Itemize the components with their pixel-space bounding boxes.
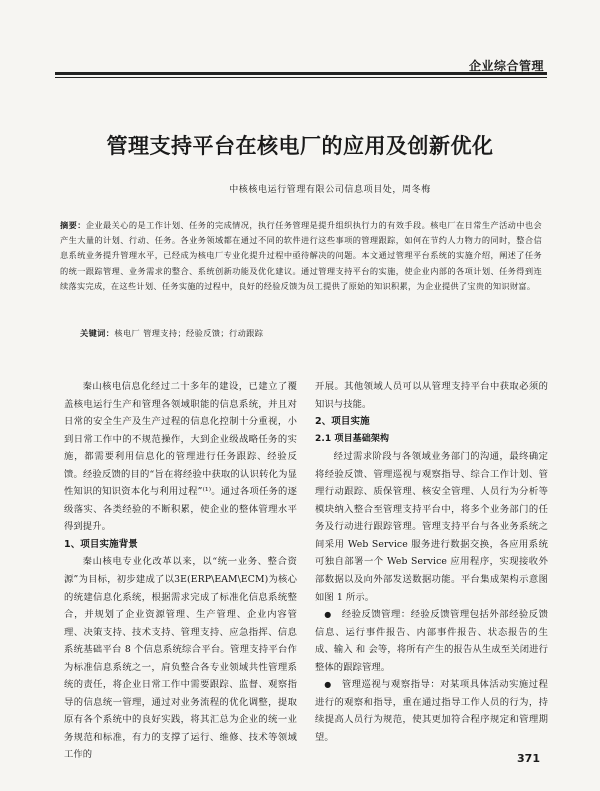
bullet-item <box>315 606 548 676</box>
bullet-text: 管理巡视与观察指导：对某项具体活动实施过程进行的观察和指导，重在通过指导工作人员的行为，持续提高人员行为规范，使其更加符合程序规定和管理期望。 <box>315 679 548 743</box>
page-number: 371 <box>517 752 540 765</box>
left-column <box>64 378 297 764</box>
section-heading: 1、项目实施背景 <box>64 538 138 550</box>
keywords-label: 关键词： <box>80 328 115 338</box>
abstract-label: 摘要： <box>60 220 86 230</box>
section-label: 企业综合管理 <box>468 59 544 73</box>
abstract-text: 企业最关心的是工作计划、任务的完成情况，执行任务管理是提升组织执行力的有效手段。核电厂在日常生产活动中也会产生大量的计划、行动、任务。各业务领域都在通过不同的软件进行这些事项的管理跟踪，如何在节约人力物力的同时，整合信息系统业务提升管理水平，已经成为核电厂专业化提升过程中亟待解决的问题。本文通过管理平台系统的实施介绍，阐述了任务的统一跟踪管理、业务需求的整合、系统创新功能及优化建议。通过管理支持平台的实施，使企业内部的各项计划、任务得到连续落实完成，在这些计划、任务实施的过程中，良好的经验反馈为员工提供了原始的知识积累，为企业提供了宝贵的知识财富。 <box>60 220 542 291</box>
paragraph: 秦山核电信息化经过二十多年的建设，已建立了覆盖核电运行生产和管理各领域职能的信息系统，并且对日常的安全生产及生产过程的信息化控制十分重视，小到日常工作中的不规范操作，大到企业级战略任务的实施，都需要利用信息化的管理进行任务跟踪、经验反馈。经验反馈的目的“旨在将经验中获取的认识转化为显性知识的知识资本化与利用过程”⁽¹⁾。通过各项任务的逐级落实、各类经验的不断积累，使企业的整体管理水平得到提升。 <box>64 381 297 533</box>
article-author: 中核核电运行管理有限公司信息项目处，周冬梅 <box>229 185 431 195</box>
bullet-item <box>315 676 548 746</box>
keywords <box>80 328 540 339</box>
paragraph: 秦山核电专业化改革以来，以“统一业务、整合资源”为目标，初步建成了以3E(ERP\EAM\ECM)为核心的统建信息化系统，根据需求完成了标准化信息系统整合，并规划了企业资源管理、生产管理、企业内容管理、决策支持、技术支持、管理支持、应急指挥、信息系统基础平台 8 个信息系统综合平台。管理支持平台作为标准信息系统之一，肩负整合各专业领域共性管理系统的责任，将企业日常工作中需要跟踪、监督、观察指导的信息统一管理，通过对业务流程的优化调整，提取原有各个系统中的良好实践，将其汇总为企业的统一业务规范和标准，有力的支撑了运行、维修、技术等领域工作的 <box>64 556 297 761</box>
section-heading: 2、项目实施 <box>315 416 370 428</box>
bullet-text: 经验反馈管理：经验反馈管理包括外部经验反馈信息、运行事件报告、内部事件报告、状态报告的生成、输入 和 会等，将所有产生的报告从生成至关闭进行整体的跟踪管理。 <box>315 609 548 673</box>
keywords-text: 核电厂 管理支持；经验反馈；行动跟踪 <box>114 328 264 338</box>
bullet-icon: ● <box>324 610 332 620</box>
header-rule-thin <box>55 77 547 78</box>
bullet-icon: ● <box>324 680 332 690</box>
abstract <box>60 218 542 294</box>
article-title: 管理支持平台在核电厂的应用及创新优化 <box>106 134 494 158</box>
subsection-heading: 2.1 项目基础架构 <box>315 433 390 444</box>
paragraph: 经过需求阶段与各领域业务部门的沟通，最终确定将经验反馈、管理巡视与观察指导、综合工作计划、管理行动跟踪、质保管理、核安全管理、人员行为分析等模块纳入整合至管理支持平台中，将多个业务部门的任务及行动进行跟踪管理。管理支持平台与各业务系统之间采用 Web Service 服务进行数据交换，各应用系统可独自部署一个 Web Service 应用程序，实现接收外部数据以及向外部发送数据功能。平台集成架构示意图如图 1 所示。 <box>315 451 548 603</box>
paragraph: 开展。其他领域人员可以从管理支持平台中获取必须的知识与技能。 <box>315 381 548 410</box>
right-column <box>315 378 548 746</box>
